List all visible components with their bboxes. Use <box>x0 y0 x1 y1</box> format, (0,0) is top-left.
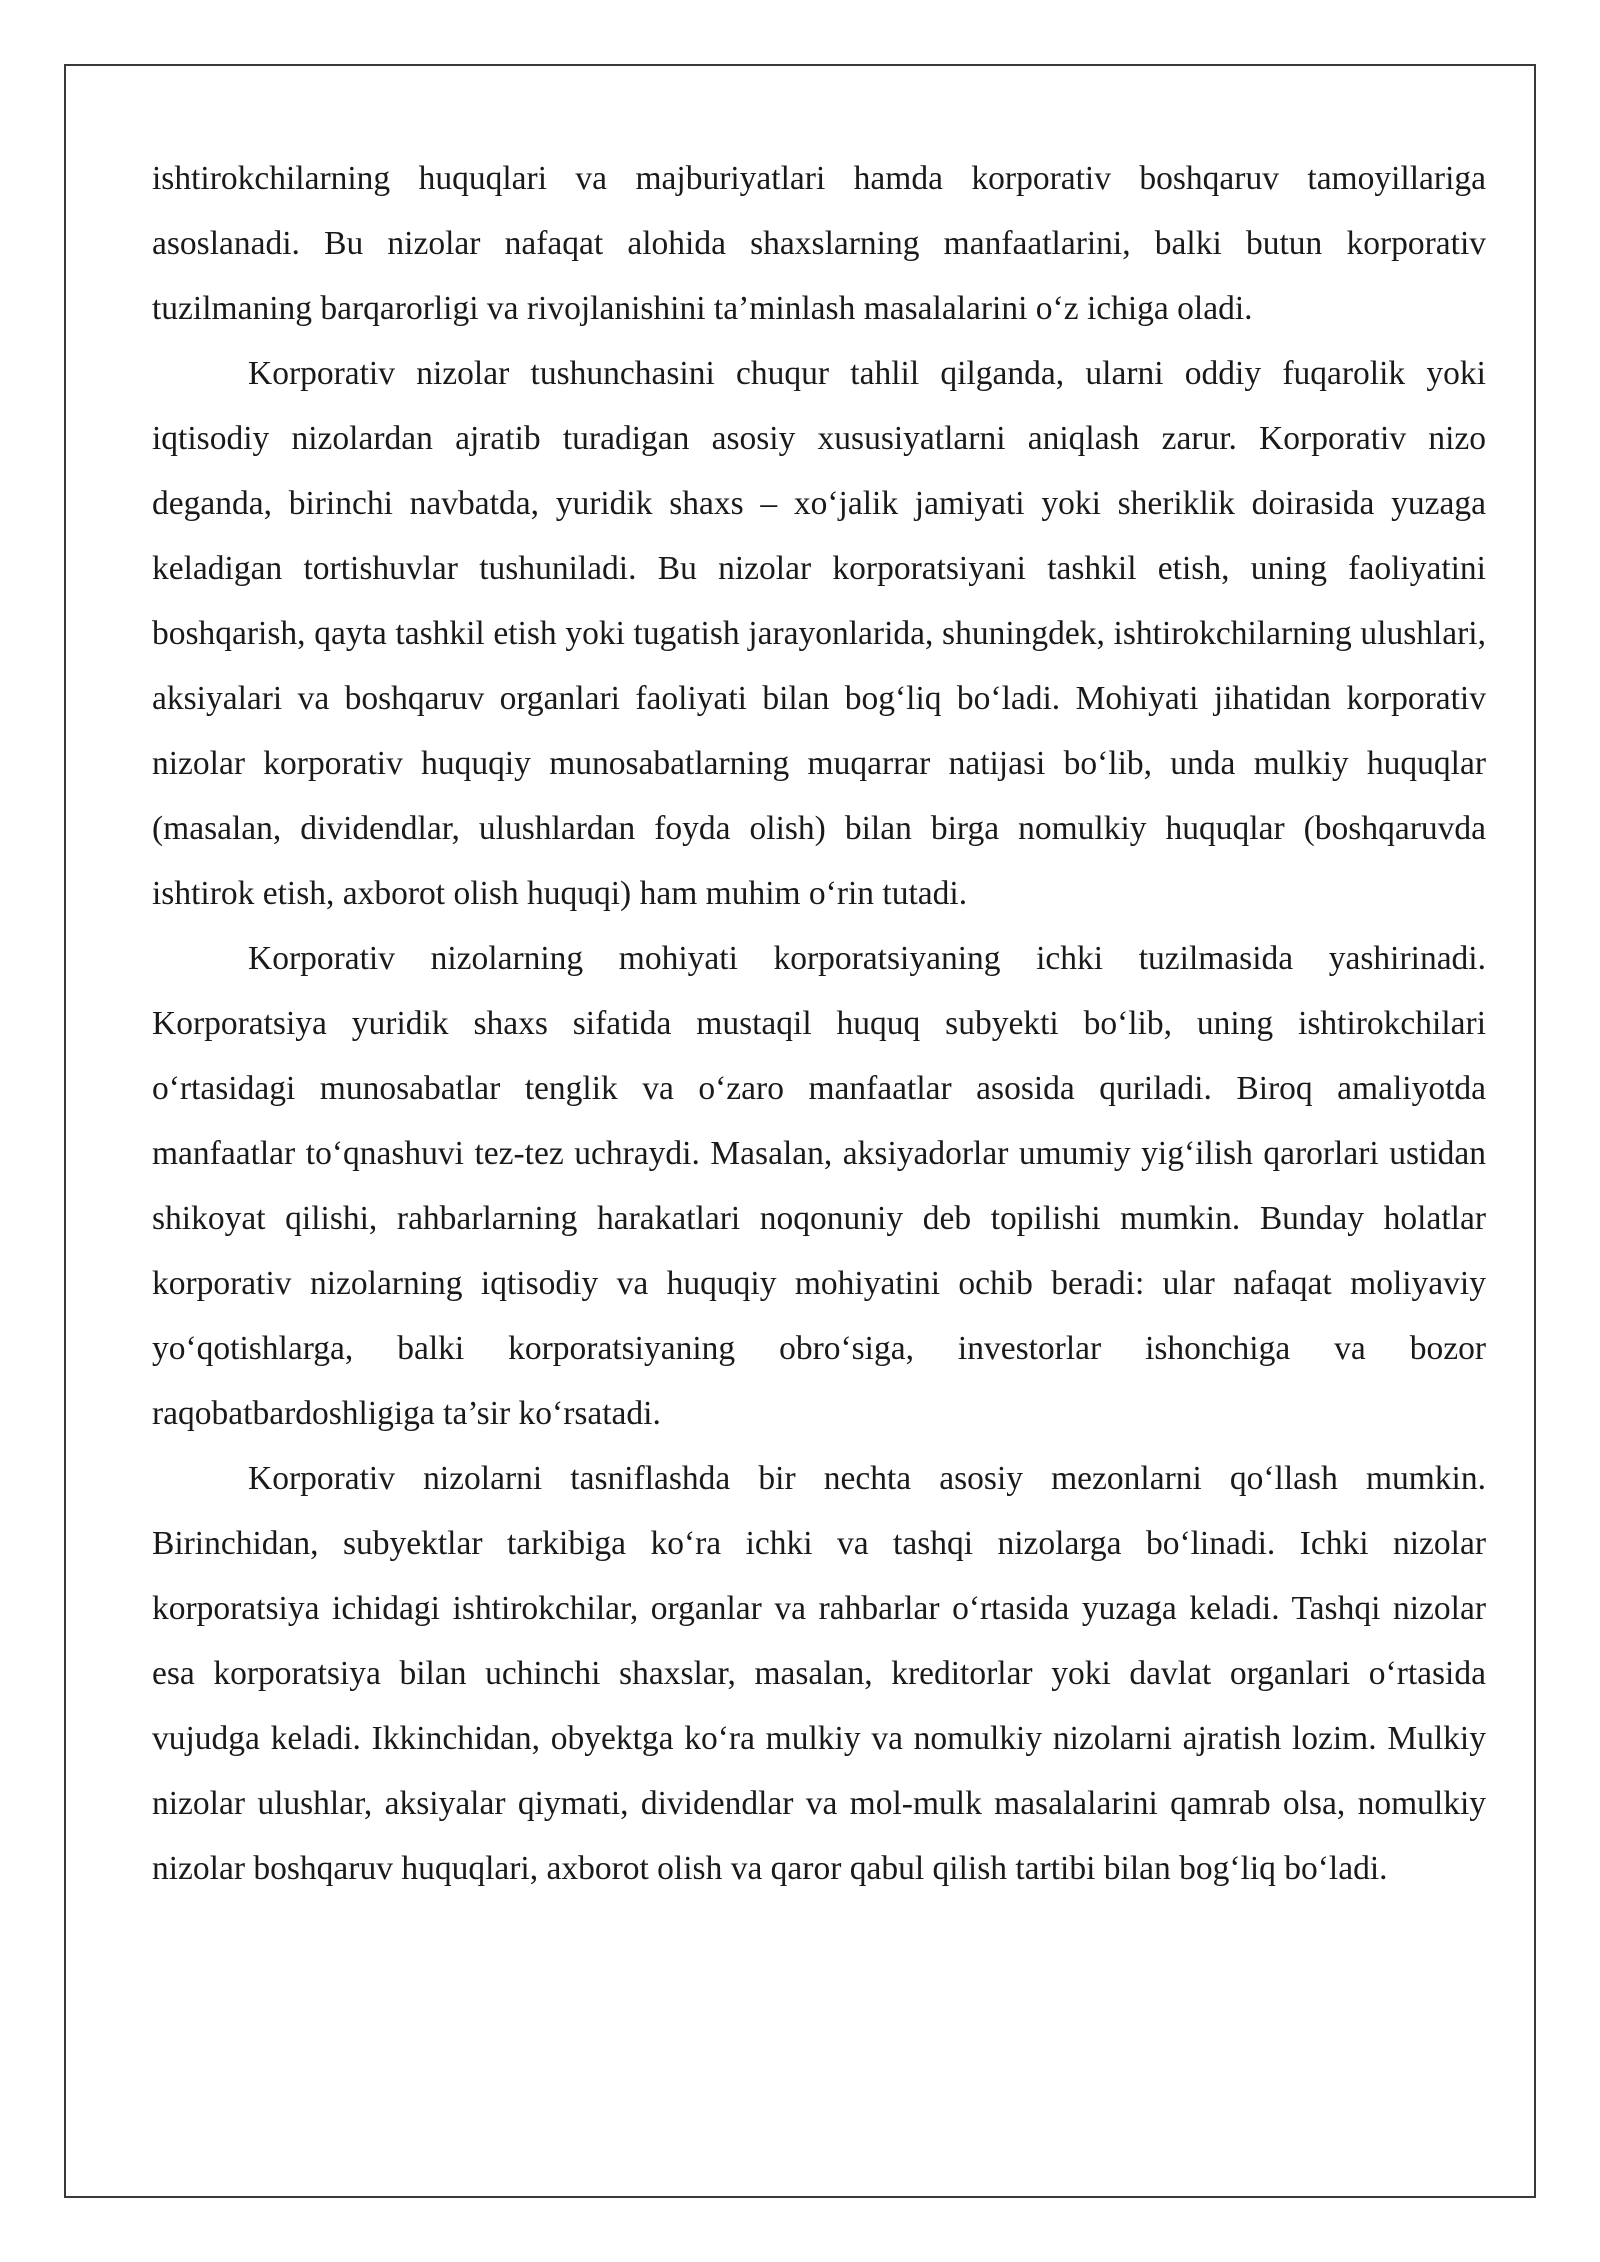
paragraph-2: Korporativ nizolar tushunchasini chuqur tahlil qilganda, ularni oddiy fuqarolik yoki iqtisodiy nizolardan ajratib turadigan asosiy xususiyatlarni aniqlash zarur. Korporativ nizo deganda, birinchi navbatda, yuridik shaxs – xo‘jalik jamiyati yoki sheriklik doirasida yuzaga keladigan tortishuvlar tushuniladi. Bu nizolar korporatsiyani tashkil etish, uning faoliyatini boshqarish, qayta tashkil etish yoki tugatish jarayonlarida, shuningdek, ishtirokchilarning ulushlari, aksiyalari va boshqaruv organlari faoliyati bilan bog‘liq bo‘ladi. Mohiyati jihatidan korporativ nizolar korporativ huquqiy munosabatlarning muqarrar natijasi bo‘lib, unda mulkiy huquqlar (masalan, dividendlar, ulushlardan foyda olish) bilan birga nomulkiy huquqlar (boshqaruvda ishtirok etish, axborot olish huquqi) ham muhim o‘rin tutadi. <box>152 355 1486 912</box>
paragraph-4: Korporativ nizolarni tasniflashda bir nechta asosiy mezonlarni qo‘llash mumkin. Birinchidan, subyektlar tarkibiga ko‘ra ichki va tashqi nizolarga bo‘linadi. Ichki nizolar korporatsiya ichidagi ishtirokchilar, organlar va rahbarlar o‘rtasida yuzaga keladi. Tashqi nizolar esa korporatsiya bilan uchinchi shaxslar, masalan, kreditorlar yoki davlat organlari o‘rtasida vujudga keladi. Ikkinchidan, obyektga ko‘ra mulkiy va nomulkiy nizolarni ajratish lozim. Mulkiy nizolar ulushlar, aksiyalar qiymati, dividendlar va mol-mulk masalalarini qamrab olsa, nomulkiy nizolar boshqaruv huquqlari, axborot olish va qaror qabul qilish tartibi bilan bog‘liq bo‘ladi. <box>152 1460 1486 1887</box>
document-body <box>152 146 1486 1901</box>
paragraph-3: Korporativ nizolarning mohiyati korporatsiyaning ichki tuzilmasida yashirinadi. Korporatsiya yuridik shaxs sifatida mustaqil huquq subyekti bo‘lib, uning ishtirokchilari o‘rtasidagi munosabatlar tenglik va o‘zaro manfaatlar asosida quriladi. Biroq amaliyotda manfaatlar to‘qnashuvi tez-tez uchraydi. Masalan, aksiyadorlar umumiy yig‘ilish qarorlari ustidan shikoyat qilishi, rahbarlarning harakatlari noqonuniy deb topilishi mumkin. Bunday holatlar korporativ nizolarning iqtisodiy va huquqiy mohiyatini ochib beradi: ular nafaqat moliyaviy yo‘qotishlarga, balki korporatsiyaning obro‘siga, investorlar ishonchiga va bozor raqobatbardoshligiga ta’sir ko‘rsatadi. <box>152 940 1486 1432</box>
paragraph-1: ishtirokchilarning huquqlari va majburiyatlari hamda korporativ boshqaruv tamoyillariga asoslanadi. Bu nizolar nafaqat alohida shaxslarning manfaatlarini, balki butun korporativ tuzilmaning barqarorligi va rivojlanishini ta’minlash masalalarini o‘z ichiga oladi. <box>152 160 1486 327</box>
